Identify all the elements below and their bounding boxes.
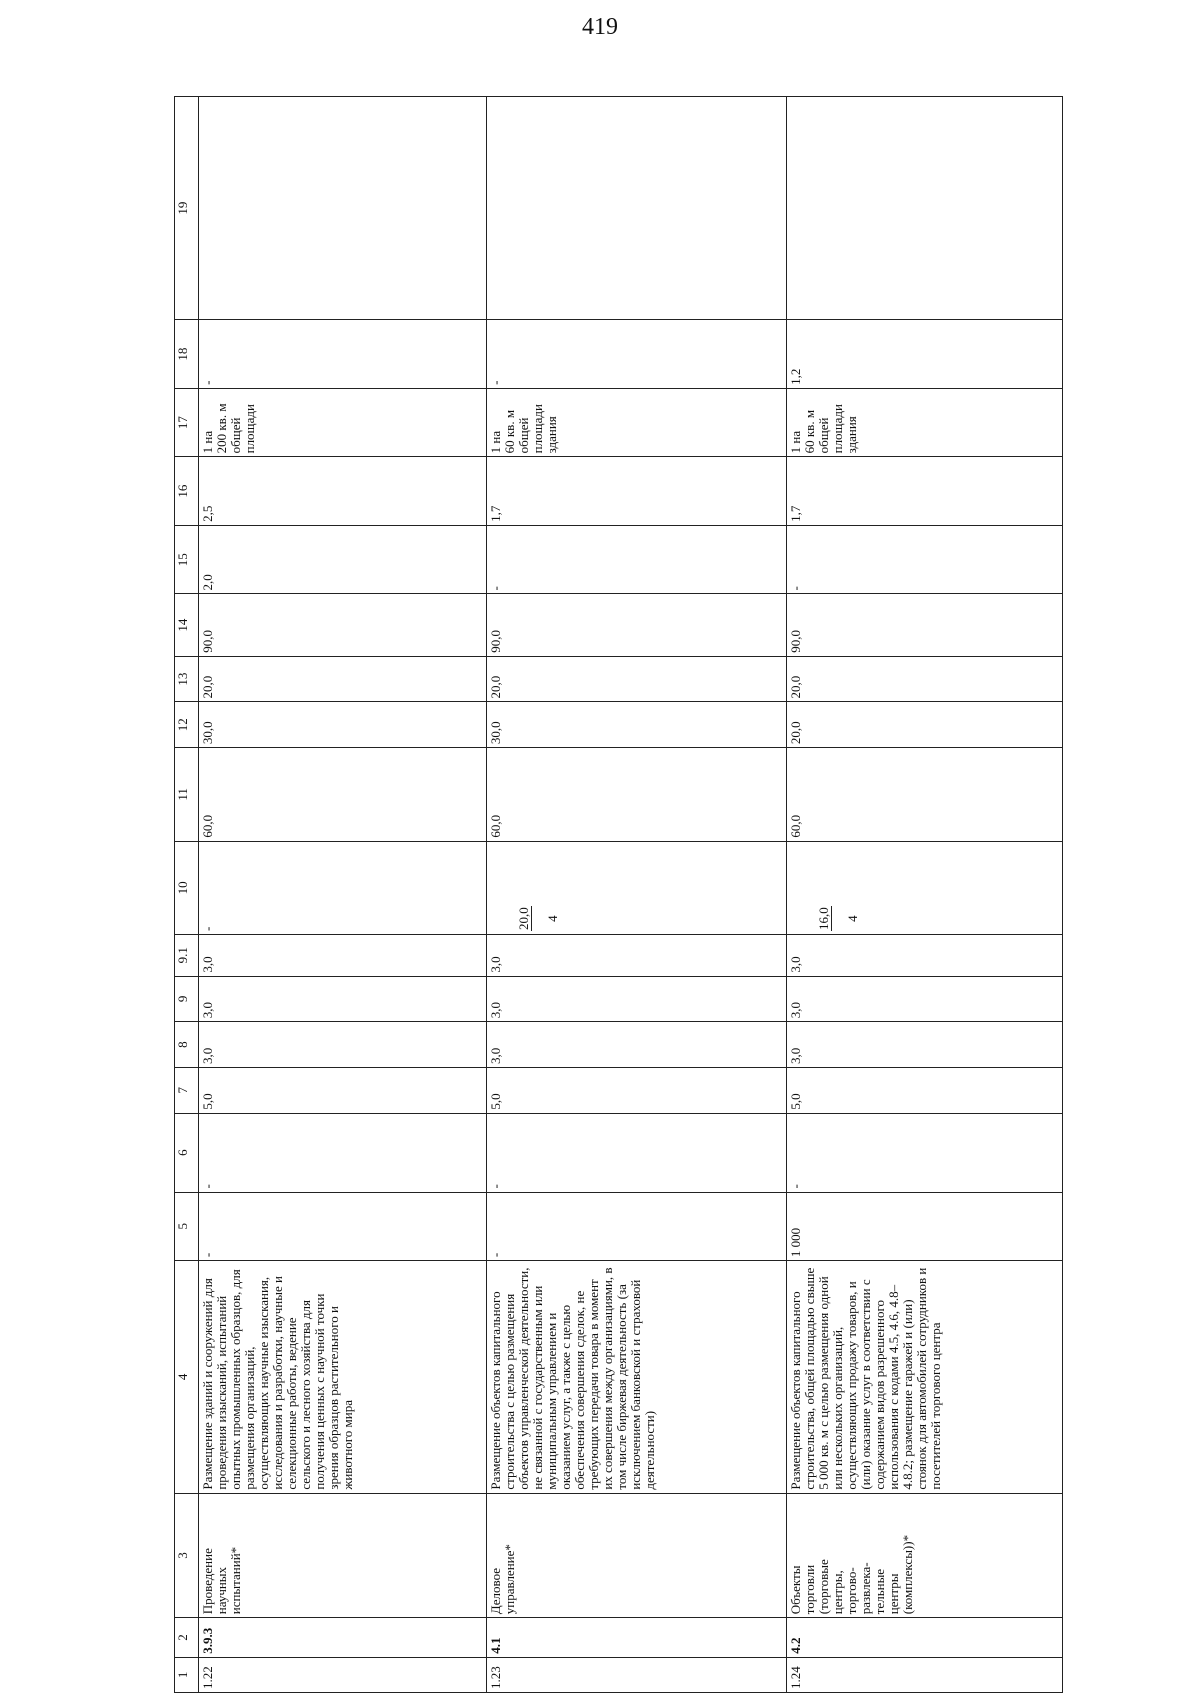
- row-number: 1.22: [199, 1657, 487, 1692]
- cell-col9-1: 3,0: [199, 935, 487, 977]
- use-code: 3.9.3: [199, 1618, 487, 1657]
- cell-col10: [487, 841, 787, 934]
- column-header: 2: [175, 1618, 199, 1657]
- column-header: 7: [175, 1067, 199, 1113]
- fraction: [803, 906, 874, 931]
- cell-col11: 60,0: [199, 748, 487, 841]
- cell-col5: 1 000: [787, 1192, 1063, 1261]
- cell-col10-value: -: [200, 926, 215, 932]
- cell-col14: 90,0: [199, 594, 487, 656]
- cell-col18: -: [199, 320, 487, 389]
- cell-col12: 30,0: [199, 702, 487, 748]
- cell-col6: -: [199, 1113, 487, 1192]
- column-header: 10: [175, 841, 199, 934]
- cell-col9: 3,0: [199, 976, 487, 1022]
- cell-col19: [199, 97, 487, 320]
- cell-col15: -: [787, 525, 1063, 594]
- column-header: 14: [175, 594, 199, 656]
- rotated-table-area: [174, 96, 1200, 1689]
- cell-col8: 3,0: [787, 1022, 1063, 1068]
- column-header: 3: [175, 1493, 199, 1618]
- column-header: 1: [175, 1657, 199, 1692]
- regulations-table: [174, 96, 1063, 1693]
- cell-col13: 20,0: [487, 656, 787, 702]
- cell-col7: 5,0: [787, 1067, 1063, 1113]
- use-name: Проведение научных испытаний*: [199, 1493, 487, 1618]
- column-header: 4: [175, 1261, 199, 1494]
- use-name: Деловое управление*: [487, 1493, 787, 1618]
- cell-col16: 2,5: [199, 457, 487, 526]
- cell-col6: -: [487, 1113, 787, 1192]
- column-header: 13: [175, 656, 199, 702]
- cell-col10: [199, 841, 487, 934]
- cell-col15: 2,0: [199, 525, 487, 594]
- rotated-table-frame: [174, 96, 1064, 1693]
- cell-col6: -: [787, 1113, 1063, 1192]
- cell-col5: -: [199, 1192, 487, 1261]
- use-description: Размещение зданий и сооружений для проведения изысканий, испытаний опытных промышленных образцов, для размещения организаций, осуществляющих научные изыскания, исследования и разработки, научные и селекционные работы, ведение сельского и лесного хозяйства для получения ценных с научной точки зрения образцов растительного и животного мира: [199, 1261, 487, 1494]
- fraction-denominator: 4: [845, 915, 861, 922]
- cell-col12: 20,0: [787, 702, 1063, 748]
- cell-col10: [787, 841, 1063, 934]
- cell-col12: 30,0: [487, 702, 787, 748]
- fraction-numerator: 16,0: [816, 907, 832, 931]
- cell-col15: -: [487, 525, 787, 594]
- cell-col9-1: 3,0: [787, 935, 1063, 977]
- use-description: Размещение объектов капитального строительства, общей площадью свыше 5 000 кв. м с целью размещения одной или нескольких организаций, осуществляющих продажу товаров, и (или) оказание услуг в соответствии с содержанием видов разрешенного использования с кодами 4.5, 4.6, 4.8–4.8.2; размещение гаражей и (или) стоянок для автомобилей сотрудников и посетителей торгового центра: [787, 1261, 1063, 1494]
- row-number: 1.23: [487, 1657, 787, 1692]
- cell-col8: 3,0: [487, 1022, 787, 1068]
- cell-col7: 5,0: [487, 1067, 787, 1113]
- column-header: 17: [175, 388, 199, 457]
- cell-col14: 90,0: [487, 594, 787, 656]
- page-number: 419: [582, 14, 618, 40]
- use-code: 4.1: [487, 1618, 787, 1657]
- use-name: Объекты торговли (торговые центры, торгово- развлека- тельные центры (комплексы))*: [787, 1493, 1063, 1618]
- cell-col5: -: [487, 1192, 787, 1261]
- cell-col8: 3,0: [199, 1022, 487, 1068]
- cell-col17: 1 на 200 кв. м общей площади: [199, 388, 487, 457]
- column-header: 12: [175, 702, 199, 748]
- cell-col18: -: [487, 320, 787, 389]
- cell-col16: 1,7: [787, 457, 1063, 526]
- column-header: 9.1: [175, 935, 199, 977]
- cell-col7: 5,0: [199, 1067, 487, 1113]
- cell-col14: 90,0: [787, 594, 1063, 656]
- fraction: [503, 906, 574, 931]
- cell-col9-1: 3,0: [487, 935, 787, 977]
- cell-col16: 1,7: [487, 457, 787, 526]
- column-header: 8: [175, 1022, 199, 1068]
- column-header: 6: [175, 1113, 199, 1192]
- cell-col19: [487, 97, 787, 320]
- column-header: 18: [175, 320, 199, 389]
- column-header: 9: [175, 976, 199, 1022]
- table-row: [487, 97, 787, 1693]
- cell-col9: 3,0: [487, 976, 787, 1022]
- fraction-denominator: 4: [545, 915, 561, 922]
- cell-col9: 3,0: [787, 976, 1063, 1022]
- use-description: Размещение объектов капитального строительства с целью размещения объектов управленческой деятельности, не связанной с государственным или муниципальным управлением и оказанием услуг, а также с целью обеспечения совершения сделок, не требующих передачи товара в момент их совершения между организациями, в том числе биржевая деятельность (за исключением банковской и страховой деятельности): [487, 1261, 787, 1494]
- cell-col13: 20,0: [199, 656, 487, 702]
- cell-col11: 60,0: [487, 748, 787, 841]
- cell-col11: 60,0: [787, 748, 1063, 841]
- column-header: 5: [175, 1192, 199, 1261]
- table-row: [199, 97, 487, 1693]
- table-header-row: [175, 97, 199, 1693]
- cell-col13: 20,0: [787, 656, 1063, 702]
- table-row: [787, 97, 1063, 1693]
- cell-col17: 1 на 60 кв. м общей площади здания: [487, 388, 787, 457]
- cell-col19: [787, 97, 1063, 320]
- column-header: 15: [175, 525, 199, 594]
- column-header: 11: [175, 748, 199, 841]
- cell-col18: 1,2: [787, 320, 1063, 389]
- fraction-numerator: 20,0: [516, 907, 532, 931]
- column-header: 19: [175, 97, 199, 320]
- cell-col17: 1 на 60 кв. м общей площади здания: [787, 388, 1063, 457]
- use-code: 4.2: [787, 1618, 1063, 1657]
- row-number: 1.24: [787, 1657, 1063, 1692]
- column-header: 16: [175, 457, 199, 526]
